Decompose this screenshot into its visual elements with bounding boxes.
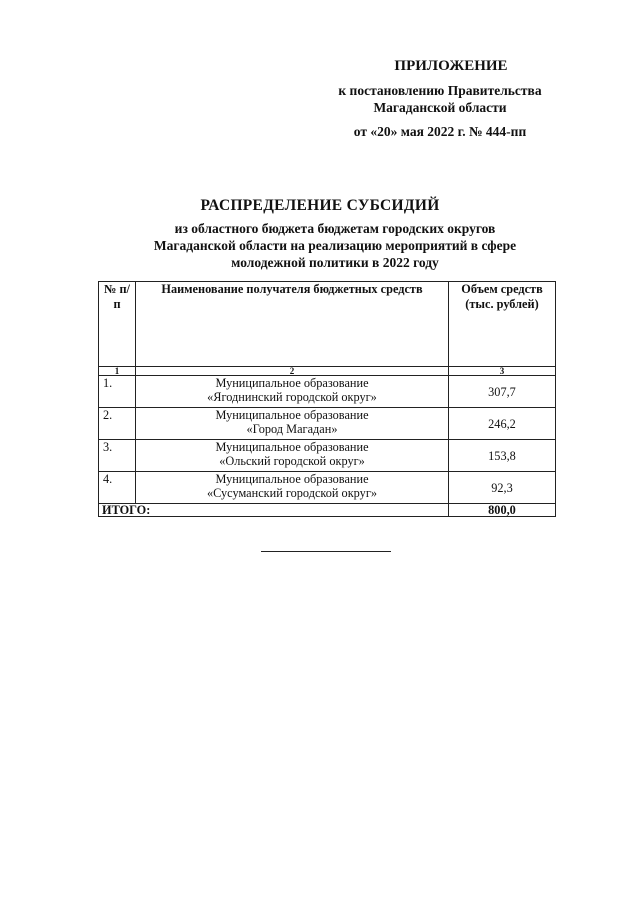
column-number: 1	[99, 367, 136, 376]
table-row	[99, 472, 556, 504]
recipient-name-line: Муниципальное образование	[215, 440, 369, 454]
recipient-name-line: «Сусуманский городской округ»	[206, 486, 378, 500]
attachment-line-3: от «20» мая 2022 г. № 444-пп	[353, 124, 527, 139]
row-number: 3.	[99, 440, 136, 472]
recipient-name-line: «Ольский городской округ»	[219, 454, 365, 468]
table-row	[99, 408, 556, 440]
subtitle-line-3: молодежной политики в 2022 году	[231, 255, 439, 270]
table-row	[99, 376, 556, 408]
row-amount: 246,2	[449, 408, 556, 440]
attachment-title: ПРИЛОЖЕНИЕ	[394, 58, 508, 74]
header-name: Наименование получателя бюджетных средств	[136, 282, 449, 367]
total-amount: 800,0	[449, 504, 556, 517]
header-amount: Объем средств (тыс. рублей)	[449, 282, 556, 367]
separator-line	[261, 551, 391, 552]
row-amount: 307,7	[449, 376, 556, 408]
total-label: ИТОГО:	[99, 504, 449, 517]
attachment-line-2: Магаданской области	[373, 100, 507, 115]
table-header-row	[99, 282, 556, 367]
recipient-name	[136, 376, 449, 408]
document-title: РАСПРЕДЕЛЕНИЕ СУБСИДИЙ	[200, 197, 440, 214]
attachment-block	[300, 58, 580, 75]
recipient-name-line: Муниципальное образование	[215, 376, 369, 390]
recipient-name	[136, 472, 449, 504]
recipient-name-line: «Город Магадан»	[246, 422, 338, 436]
recipient-name-line: Муниципальное образование	[215, 408, 369, 422]
table-row	[99, 440, 556, 472]
total-row	[99, 504, 556, 517]
recipient-name	[136, 408, 449, 440]
header-num: № п/п	[99, 282, 136, 367]
attachment-line-1: к постановлению Правительства	[338, 83, 542, 98]
row-number: 1.	[99, 376, 136, 408]
subtitle-line-2: Магаданской области на реализацию мероприятий в сфере	[153, 238, 517, 253]
column-number-row	[99, 367, 556, 376]
row-amount: 92,3	[449, 472, 556, 504]
subtitle-line-1: из областного бюджета бюджетам городских округов	[174, 221, 496, 236]
recipient-name	[136, 440, 449, 472]
row-amount: 153,8	[449, 440, 556, 472]
row-number: 4.	[99, 472, 136, 504]
document-subtitle	[100, 220, 570, 271]
column-number: 3	[449, 367, 556, 376]
recipient-name-line: Муниципальное образование	[215, 472, 369, 486]
column-number: 2	[136, 367, 449, 376]
recipient-name-line: «Ягоднинский городской округ»	[207, 390, 377, 404]
attachment-details	[300, 82, 580, 140]
subsidy-table	[98, 281, 556, 517]
row-number: 2.	[99, 408, 136, 440]
